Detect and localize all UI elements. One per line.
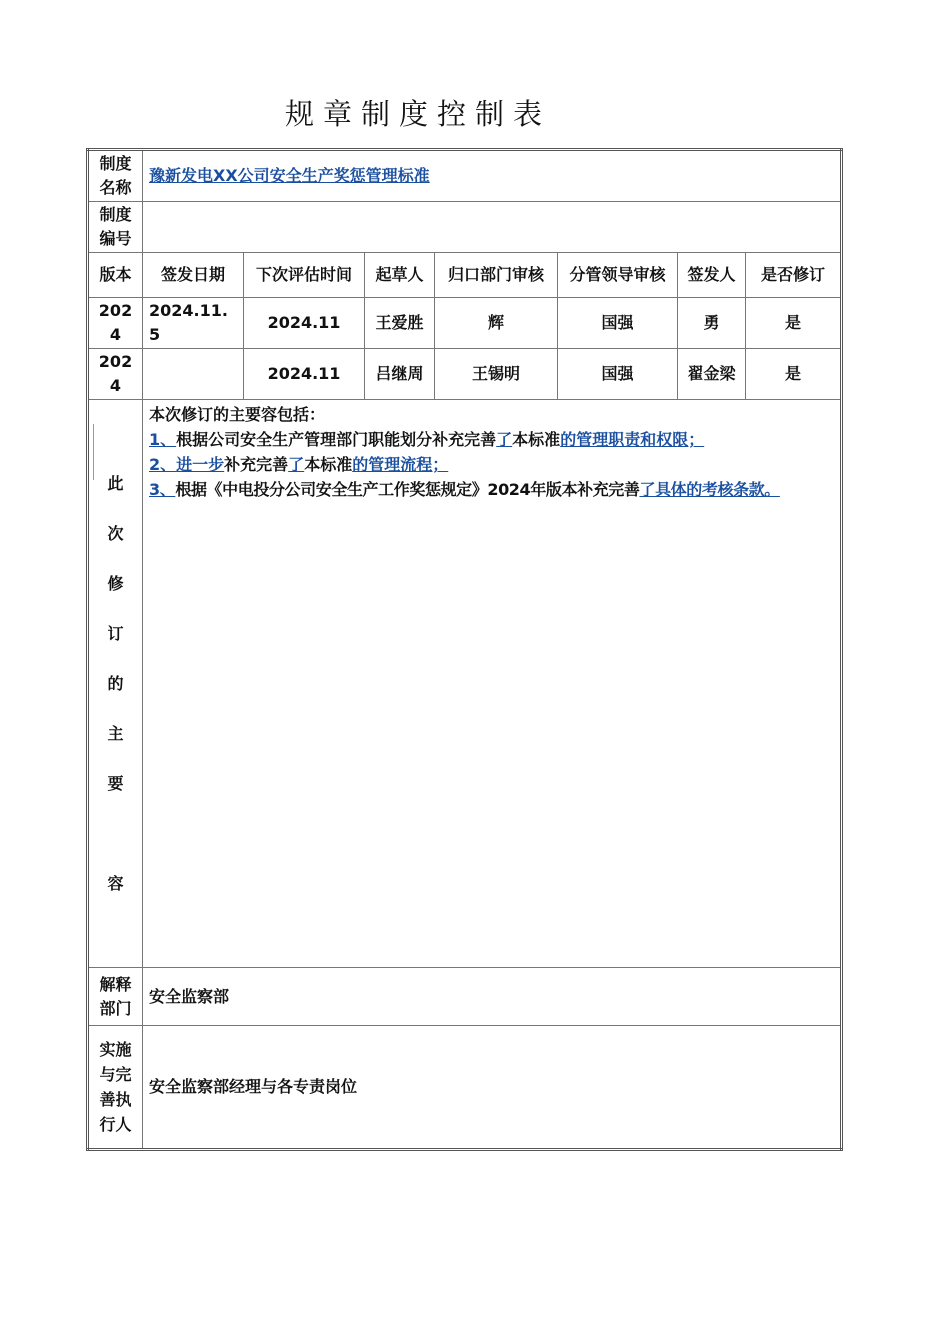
executor-row — [88, 1026, 842, 1150]
revision-label-char: 此 — [107, 474, 124, 493]
header-issuer: 签发人 — [678, 253, 746, 298]
record-issue-date: 2024.11.5 — [143, 298, 244, 349]
item-text: 根据公司安全生产管理部门职能划分补充完善 — [176, 430, 497, 449]
record-dept-review: 辉 — [435, 298, 558, 349]
record-drafter: 王爱胜 — [365, 298, 435, 349]
revision-item-1 — [149, 427, 834, 452]
revision-label-char: 主 — [107, 724, 124, 743]
record-issue-date — [143, 349, 244, 400]
revision-item-3 — [149, 477, 834, 502]
revision-label-char: 次 — [107, 524, 124, 543]
revision-content — [143, 400, 842, 968]
header-dept-review: 归口部门审核 — [435, 253, 558, 298]
header-issue-date: 签发日期 — [143, 253, 244, 298]
table-row — [88, 349, 842, 400]
name-value[interactable] — [143, 150, 842, 202]
interpret-row — [88, 968, 842, 1026]
revision-label-char: 的 — [107, 674, 124, 693]
record-issuer: 翟金梁 — [678, 349, 746, 400]
code-value — [143, 202, 842, 253]
item-text: 补充完善 — [224, 455, 289, 474]
revision-row — [88, 400, 842, 968]
header-drafter: 起草人 — [365, 253, 435, 298]
item-text: 本标准 — [304, 455, 353, 474]
executor-value: 安全监察部经理与各专责岗位 — [143, 1026, 842, 1150]
record-issuer: 勇 — [678, 298, 746, 349]
record-revised: 是 — [746, 349, 842, 400]
record-version: 2024 — [88, 298, 143, 349]
record-leader-review: 国强 — [558, 298, 678, 349]
header-next-review: 下次评估时间 — [244, 253, 365, 298]
header-leader-review: 分管领导审核 — [558, 253, 678, 298]
header-revised: 是否修订 — [746, 253, 842, 298]
record-leader-review: 国强 — [558, 349, 678, 400]
item-text-tracked: 了 — [288, 455, 305, 474]
table-row — [88, 298, 842, 349]
regulation-name-link[interactable]: 豫新发电XX公司安全生产奖惩管理标准 — [149, 166, 430, 185]
revision-label — [88, 400, 143, 968]
item-text-tracked: 的管理流程； — [352, 455, 449, 474]
executor-label: 实施与完善执行人 — [88, 1026, 143, 1150]
code-label: 制度编号 — [88, 202, 143, 253]
revision-label-char: 容 — [107, 874, 124, 893]
record-drafter: 吕继周 — [365, 349, 435, 400]
control-table — [86, 148, 843, 1151]
document-title: 规章制度控制表 — [284, 97, 551, 131]
record-next-review: 2024.11 — [244, 298, 365, 349]
code-row — [88, 202, 842, 253]
item-text-tracked: 了 — [496, 430, 513, 449]
interpret-label: 解释部门 — [88, 968, 143, 1026]
item-text-tracked: 的管理职责和权限； — [560, 430, 705, 449]
item-text-tracked: 了具体的考核条款。 — [639, 480, 780, 499]
name-row — [88, 150, 842, 202]
record-version: 2024 — [88, 349, 143, 400]
record-dept-review: 王锡明 — [435, 349, 558, 400]
revision-item-2 — [149, 452, 834, 477]
revision-label-char: 订 — [107, 624, 124, 643]
item-number: 2、 — [149, 455, 177, 474]
item-number: 3、 — [149, 480, 176, 499]
version-header-row — [88, 253, 842, 298]
interpret-value: 安全监察部 — [143, 968, 842, 1026]
item-text: 本标准 — [512, 430, 561, 449]
revision-label-char: 要 — [107, 774, 124, 793]
name-label: 制度名称 — [88, 150, 143, 202]
header-version: 版本 — [88, 253, 143, 298]
revision-intro: 本次修订的主要容包括： — [149, 405, 326, 424]
revision-label-char: 修 — [107, 574, 124, 593]
item-text-tracked: 进一步 — [176, 455, 225, 474]
record-revised: 是 — [746, 298, 842, 349]
item-text: 根据《中电投分公司安全生产工作奖惩规定》2024年版本补充完善 — [175, 480, 640, 499]
record-next-review: 2024.11 — [244, 349, 365, 400]
item-number: 1、 — [149, 430, 177, 449]
